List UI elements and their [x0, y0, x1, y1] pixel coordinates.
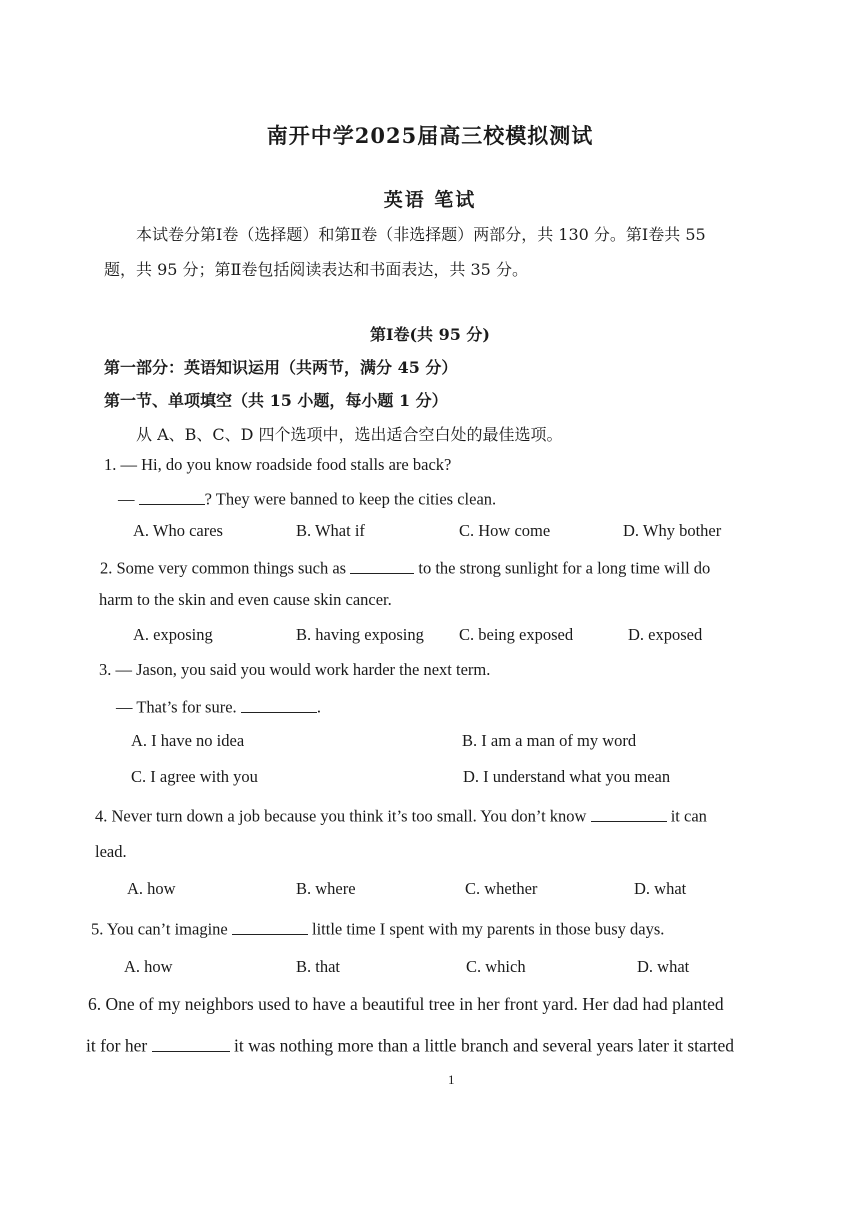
question-text: One of my neighbors used to have a beautiful tree in her front yard. Her dad had planted	[105, 994, 724, 1014]
question-1-line-1	[104, 455, 451, 475]
option-d: D. exposed	[628, 625, 703, 644]
intro-line-2: 题，共 95 分；第Ⅱ卷包括阅读表达和书面表达，共 35 分。	[104, 260, 528, 279]
question-text: — Hi, do you know roadside food stalls are back?	[120, 455, 452, 474]
option-a: A. I have no idea	[131, 731, 245, 750]
option-b: B. where	[296, 879, 356, 898]
option-c: C. I agree with you	[131, 767, 258, 786]
question-4-line-1	[95, 804, 707, 827]
question-1-line-2	[118, 487, 496, 510]
option-b: B. that	[296, 957, 340, 976]
question-3-line-1	[99, 660, 490, 680]
answer-blank	[591, 804, 667, 822]
question-text: it can	[670, 806, 707, 826]
question-6-line-2	[86, 1033, 734, 1057]
question-text: — Jason, you said you would work harder the next term.	[115, 660, 491, 679]
option-d: D. I understand what you mean	[463, 767, 671, 786]
question-number: 5.	[91, 919, 104, 939]
part-title: 第一部分：英语知识运用（共两节，满分 45 分）	[104, 358, 458, 377]
option-d: D. what	[634, 879, 687, 898]
page-number: 1	[448, 1072, 455, 1087]
question-2-line-2: harm to the skin and even cause skin cancer.	[99, 590, 392, 609]
option-c: C. which	[466, 957, 526, 976]
option-d: D. what	[637, 957, 690, 976]
answer-blank	[139, 487, 205, 505]
question-text: it for her	[86, 1035, 148, 1056]
question-text: Never turn down a job because you think it’s too small. You don’t know	[111, 806, 587, 826]
exam-subtitle: 英语 笔试	[383, 189, 477, 211]
question-6-line-1	[88, 994, 724, 1015]
option-c: C. How come	[459, 521, 551, 540]
option-c: C. whether	[465, 879, 538, 898]
option-d: D. Why bother	[623, 521, 722, 540]
answer-blank	[152, 1033, 230, 1052]
answer-blank	[232, 917, 308, 935]
section-instruction: 从 A、B、C、D 四个选项中，选出适合空白处的最佳选项。	[136, 425, 563, 444]
question-text: little time I spent with my parents in those busy days.	[311, 919, 665, 939]
question-number: 1.	[104, 455, 117, 474]
question-2-line-1	[100, 556, 710, 579]
option-b: B. having exposing	[296, 625, 424, 644]
option-a: A. how	[124, 957, 173, 976]
option-b: B. I am a man of my word	[462, 731, 637, 750]
question-text: .	[316, 697, 321, 717]
option-b: B. What if	[296, 521, 365, 540]
question-text: it was nothing more than a little branch and several years later it started	[233, 1035, 735, 1056]
question-text: to the strong sunlight for a long time will do	[418, 558, 711, 578]
exam-title: 南开中学2025届高三校模拟测试	[266, 123, 594, 148]
section-title: 第一节、单项填空（共 15 小题，每小题 1 分）	[104, 391, 448, 410]
option-a: A. Who cares	[133, 521, 223, 540]
question-number: 4.	[95, 806, 108, 826]
option-a: A. exposing	[133, 625, 213, 644]
volume-title: 第Ⅰ卷(共 95 分)	[369, 325, 491, 344]
question-number: 3.	[99, 660, 112, 679]
question-text: — That’s for sure.	[116, 697, 237, 717]
question-number: 6.	[88, 994, 102, 1014]
option-a: A. how	[127, 879, 176, 898]
question-4-line-2: lead.	[95, 842, 127, 861]
question-text: ? They were banned to keep the cities clean.	[204, 489, 497, 509]
option-c: C. being exposed	[459, 625, 574, 644]
intro-line-1: 本试卷分第Ⅰ卷（选择题）和第Ⅱ卷（非选择题）两部分，共 130 分。第Ⅰ卷共 55	[136, 225, 706, 244]
question-text: Some very common things such as	[116, 558, 347, 578]
question-text: You can’t imagine	[106, 919, 228, 939]
question-number: 2.	[100, 558, 113, 578]
answer-blank	[350, 556, 414, 574]
question-3-line-2	[116, 695, 321, 718]
question-text: —	[118, 489, 135, 509]
question-5-line-1	[91, 917, 664, 940]
answer-blank	[241, 695, 317, 713]
